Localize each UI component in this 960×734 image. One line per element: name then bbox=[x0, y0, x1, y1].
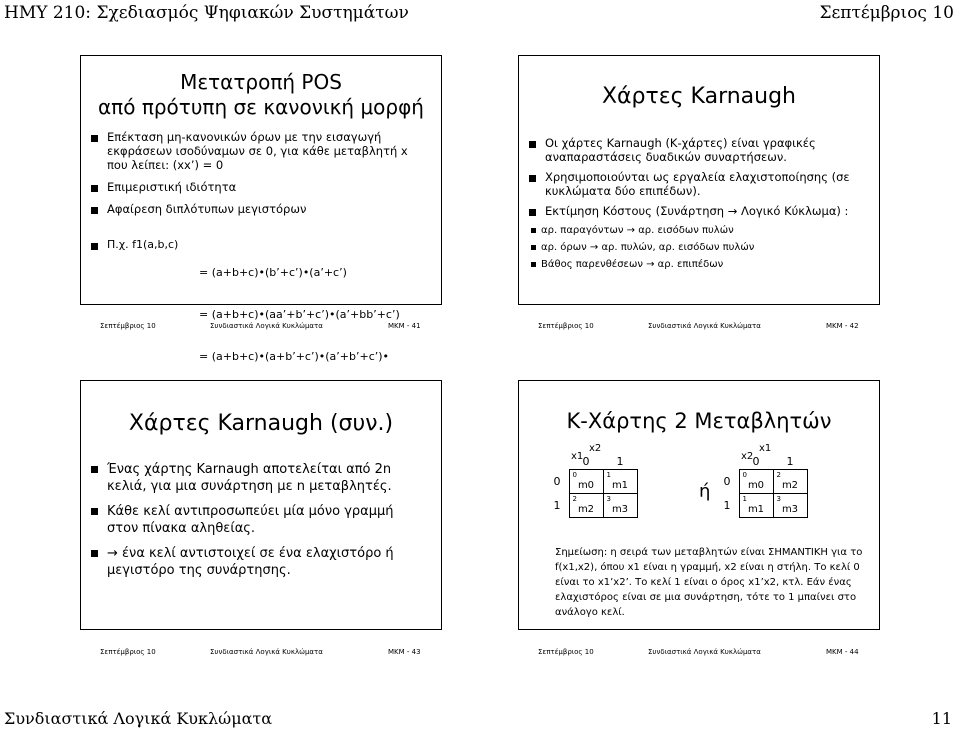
slide-footer bbox=[80, 322, 442, 334]
sub-bullet: αρ. παραγόντων → αρ. εισόδων πυλών bbox=[529, 224, 874, 237]
bullet: Κάθε κελί αντιπροσωπεύει μία μόνο γραμμή στον πίνακα αληθείας. bbox=[91, 503, 421, 537]
equation-line: = (a+b+c)•(aa’+b’+c’)•(a’+bb’+c’) bbox=[199, 308, 400, 321]
kmap-cell bbox=[739, 493, 773, 517]
page-header-date: Σεπτέμβριος 10 bbox=[819, 3, 954, 23]
equation-line: = (a+b+c)•(a+b’+c’)•(a’+b’+c’)• bbox=[199, 350, 390, 363]
slide-two-variable-kmap bbox=[518, 380, 880, 630]
slide-title-line-1: Μετατροπή POS bbox=[180, 70, 342, 94]
slide-title: Χάρτες Karnaugh (συν.) bbox=[128, 411, 394, 436]
kmap-grid bbox=[549, 455, 638, 518]
sub-bullet: Βάθος παρενθέσεων → αρ. επιπέδων bbox=[529, 258, 874, 271]
slide-body bbox=[91, 130, 431, 224]
kmap-row-header: 1 bbox=[553, 498, 561, 512]
slide-footer-date: Σεπτέμβριος 10 bbox=[538, 648, 594, 656]
slide-footer bbox=[80, 648, 442, 660]
slide-footer-date: Σεπτέμβριος 10 bbox=[100, 648, 156, 656]
kmap-cell-minterm: m3 bbox=[781, 503, 799, 515]
slide-body bbox=[91, 461, 421, 579]
kmap-cell-minterm: m2 bbox=[781, 479, 799, 491]
kmap-cell-index: 0 bbox=[572, 470, 577, 479]
kmap-col-variable: x2 bbox=[589, 443, 602, 454]
kmap-cell bbox=[569, 469, 603, 493]
kmap-cell-minterm: m1 bbox=[611, 479, 629, 491]
bullet: Χρησιμοποιούνται ως εργαλεία ελαχιστοποίησης (σε κυκλώματα δύο επιπέδων). bbox=[529, 170, 874, 198]
kmap-row-header: 0 bbox=[723, 474, 731, 488]
kmap-2 bbox=[719, 443, 808, 518]
slide-footer-course: Συνδιαστικά Λογικά Κυκλώματα bbox=[210, 648, 323, 656]
bullet: Επέκταση μη-κανονικών όρων με την εισαγωγή εκφράσεων ισοδύναμων σε 0, για κάθε μεταβλητή x που λείπει: (xx’) = 0 bbox=[91, 130, 431, 172]
sub-bullet-list bbox=[529, 224, 874, 271]
equation-line: = (a+b+c)•(b’+c’)•(a’+c’) bbox=[199, 266, 347, 279]
kmap-note: Σημείωση: η σειρά των μεταβλητών είναι ΣΗΜΑΝΤΙΚΗ για το f(x1,x2), όπου x1 είναι η γραμμή, x2 είναι η στήλη. Το κελί 0 είναι το x1’x2’. Το κελί 1 είναι ο όρος x1’x2, κτλ. Εάν ένας ελαχιστόρος είναι σε μια συνάρτηση, τότε το 1 μπαίνει στο ανάλογο κελί. bbox=[555, 547, 863, 618]
page-footer-number: 11 bbox=[931, 709, 952, 728]
page-footer-course: Συνδιαστικά Λογικά Κυκλώματα bbox=[4, 709, 273, 728]
slide-footer-course: Συνδιαστικά Λογικά Κυκλώματα bbox=[648, 322, 761, 330]
kmap-cell bbox=[603, 469, 637, 493]
bullet: Επιμεριστική ιδιότητα bbox=[91, 180, 431, 194]
kmap-col-header: 1 bbox=[786, 455, 794, 469]
bullet: → ένα κελί αντιστοιχεί σε ένα ελαχιστόρο ή μεγιστόρο της συνάρτησης. bbox=[91, 545, 421, 579]
kmap-cell-minterm: m3 bbox=[611, 503, 629, 515]
slide-footer-page: MKM - 42 bbox=[826, 322, 859, 330]
kmap-grid bbox=[719, 455, 808, 518]
bullet: Π.χ. f1(a,b,c) bbox=[91, 238, 178, 252]
bullet: Οι χάρτες Karnaugh (Κ-χάρτες) είναι γραφικές αναπαραστάσεις δυαδικών συναρτήσεων. bbox=[529, 136, 874, 164]
bullet: Ένας χάρτης Karnaugh αποτελείται από 2n κελιά, για μια συνάρτηση με n μεταβλητές. bbox=[91, 461, 421, 495]
kmap-row-variable: x2 bbox=[741, 451, 754, 462]
kmap-cell bbox=[739, 469, 773, 493]
slide-footer bbox=[518, 648, 880, 660]
kmap-cell-index: 2 bbox=[572, 494, 577, 503]
slide-karnaugh-maps-cont bbox=[80, 380, 442, 630]
slide-title: Χάρτες Karnaugh bbox=[601, 84, 797, 109]
kmap-cell bbox=[603, 493, 637, 517]
kmap-cell-index: 0 bbox=[742, 470, 747, 479]
kmap-cell-index: 2 bbox=[776, 470, 781, 479]
kmap-1 bbox=[549, 443, 638, 518]
kmap-row-variable: x1 bbox=[571, 451, 584, 462]
sub-bullet: αρ. όρων → αρ. πυλών, αρ. εισόδων πυλών bbox=[529, 241, 874, 254]
slide-footer-course: Συνδιαστικά Λογικά Κυκλώματα bbox=[210, 322, 323, 330]
slide-title: Κ-Χάρτης 2 Μεταβλητών bbox=[566, 409, 832, 433]
kmap-col-header: 0 bbox=[582, 455, 590, 469]
bullet: Εκτίμηση Κόστους (Συνάρτηση → Λογικό Κύκλωμα) : bbox=[529, 204, 874, 218]
slide-footer-page: MKM - 41 bbox=[388, 322, 421, 330]
kmap-cell bbox=[773, 469, 807, 493]
slide-title bbox=[81, 70, 441, 120]
slide-footer-page: MKM - 43 bbox=[388, 648, 421, 656]
kmap-col-header: 1 bbox=[616, 455, 624, 469]
slide-body bbox=[529, 136, 874, 271]
slide-footer bbox=[518, 322, 880, 334]
kmap-cell-index: 3 bbox=[606, 494, 611, 503]
slide-footer-page: MKM - 44 bbox=[826, 648, 859, 656]
slide-title-line-2: από πρότυπη σε κανονική μορφή bbox=[98, 95, 424, 119]
kmap-cell-minterm: m2 bbox=[577, 503, 595, 515]
bullet: Αφαίρεση διπλότυπων μεγιστόρων bbox=[91, 202, 431, 216]
kmap-cell bbox=[569, 493, 603, 517]
kmap-cell bbox=[773, 493, 807, 517]
page-header-title: ΗΜΥ 210: Σχεδιασμός Ψηφιακών Συστημάτων bbox=[4, 3, 409, 23]
kmap-cell-minterm: m0 bbox=[747, 479, 765, 491]
kmap-cell-index: 1 bbox=[742, 494, 747, 503]
slide-karnaugh-maps bbox=[518, 55, 880, 305]
slide-footer-course: Συνδιαστικά Λογικά Κυκλώματα bbox=[648, 648, 761, 656]
kmap-col-header: 0 bbox=[752, 455, 760, 469]
kmap-cell-index: 1 bbox=[606, 470, 611, 479]
kmap-col-variable: x1 bbox=[759, 443, 772, 454]
kmap-row-header: 0 bbox=[553, 474, 561, 488]
example-label bbox=[91, 238, 178, 252]
kmap-cell-index: 3 bbox=[776, 494, 781, 503]
kmap-cell-minterm: m1 bbox=[747, 503, 765, 515]
slide-footer-date: Σεπτέμβριος 10 bbox=[100, 322, 156, 330]
or-label: ή bbox=[699, 481, 711, 502]
kmap-row-header: 1 bbox=[723, 498, 731, 512]
kmap-cell-minterm: m0 bbox=[577, 479, 595, 491]
slide-footer-date: Σεπτέμβριος 10 bbox=[538, 322, 594, 330]
